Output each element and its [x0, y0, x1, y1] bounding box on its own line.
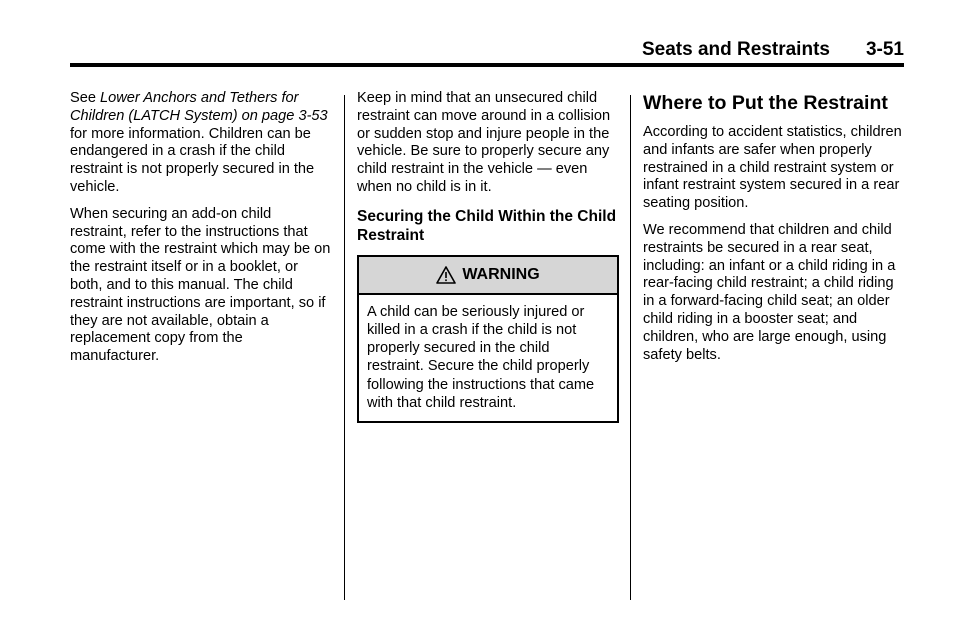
- section-title-header: Seats and Restraints: [642, 39, 830, 60]
- paragraph-accident-statistics: According to accident statistics, children and infants are safer when properly restrained in a child restraint system or infant restraint system secured in a rear seating position.: [643, 124, 902, 212]
- column-left: [70, 90, 332, 375]
- warning-triangle-icon: [436, 266, 456, 284]
- page-header: [70, 38, 904, 62]
- paragraph-unsecured-restraint: Keep in mind that an unsecured child restraint can move around in a collision or sudden stop and injure people in the vehicle. Be sure to properly secure any child restraint in the vehicle — even when no child is in it.: [357, 90, 611, 195]
- paragraph-recommendation: We recommend that children and child restraints be secured in a rear seat, including: an infant or a child riding in a rear-facing child restraint; a child riding in a forward-facing child seat; an older child riding in a booster seat; and children, who are large enough, using safety belts.: [643, 221, 896, 363]
- latch-cross-reference: Lower Anchors and Tethers for Children (LATCH System) on page 3-53: [70, 90, 328, 124]
- warning-box: [357, 255, 619, 423]
- column-middle: [357, 90, 619, 423]
- column-divider-2: [630, 95, 631, 600]
- warning-body: A child can be seriously injured or killed in a crash if the child is not properly secured in the child restraint. Secure the child properly following the instructions that came with that child restraint.: [367, 303, 595, 411]
- warning-label: WARNING: [462, 265, 540, 283]
- header-rule: [70, 63, 904, 67]
- column-divider-1: [344, 95, 345, 600]
- page-number: 3-51: [865, 39, 904, 60]
- paragraph-latch-reference: [70, 90, 332, 197]
- paragraph-add-on-restraint: When securing an add-on child restraint, refer to the instructions that come with the restraint which may be on the restraint itself or in a booklet, or both, and to this manual. The child restraint instructions are important, so if they are not available, obtain a replacement copy from the manufacturer.: [70, 205, 331, 365]
- subheading-securing-child: Securing the Child Within the Child Restraint: [357, 207, 617, 244]
- column-right: [643, 92, 905, 373]
- warning-header: [359, 257, 617, 295]
- heading-where-to-put-restraint: Where to Put the Restraint: [643, 92, 888, 114]
- see-text: See: [70, 90, 101, 106]
- latch-paragraph-rest: for more information. Children can be endangered in a crash if the child restraint is not properly secured in the vehicle.: [70, 125, 315, 195]
